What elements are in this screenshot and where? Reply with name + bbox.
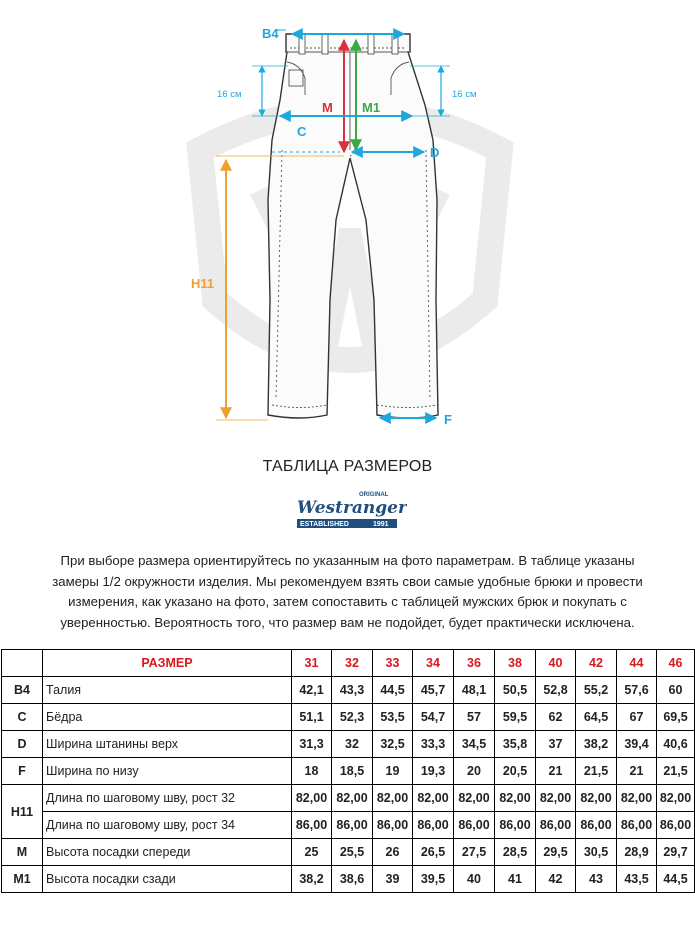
- row-code-cell: M: [2, 839, 43, 866]
- table-value-cell: 86,00: [332, 812, 373, 839]
- row-param-name: Ширина по низу: [43, 758, 292, 785]
- table-value-cell: 82,00: [536, 785, 576, 812]
- table-header-row: [2, 650, 695, 677]
- table-value-cell: 32: [332, 731, 373, 758]
- row-code-cell: M1: [2, 866, 43, 893]
- header-empty-cell: [2, 650, 43, 677]
- table-value-cell: 86,00: [413, 812, 454, 839]
- row-param-name: Ширина штанины верх: [43, 731, 292, 758]
- description: [20, 551, 675, 633]
- table-value-cell: 27,5: [454, 839, 495, 866]
- row-code-cell: B4: [2, 677, 43, 704]
- table-value-cell: 86,00: [536, 812, 576, 839]
- table-row: [2, 731, 695, 758]
- row-param-name: Высота посадки спереди: [43, 839, 292, 866]
- table-row: [2, 785, 695, 812]
- table-value-cell: 82,00: [495, 785, 536, 812]
- table-value-cell: 69,5: [657, 704, 695, 731]
- table-value-cell: 37: [536, 731, 576, 758]
- m1-label: M1: [362, 100, 381, 115]
- table-value-cell: 64,5: [576, 704, 617, 731]
- description-line: уверенностью. Вероятность того, что размер вам не подойдет, будет практически исключена.: [60, 614, 635, 630]
- table-row: [2, 866, 695, 893]
- logo-established: ESTABLISHED: [300, 521, 349, 529]
- table-value-cell: 86,00: [495, 812, 536, 839]
- table-value-cell: 25,5: [332, 839, 373, 866]
- table-value-cell: 38,2: [576, 731, 617, 758]
- pants-diagram: [0, 0, 695, 450]
- table-value-cell: 19,3: [413, 758, 454, 785]
- table-value-cell: 19: [373, 758, 413, 785]
- table-value-cell: 20: [454, 758, 495, 785]
- table-value-cell: 44,5: [373, 677, 413, 704]
- table-value-cell: 25: [292, 839, 332, 866]
- table-value-cell: 18,5: [332, 758, 373, 785]
- table-row: [2, 704, 695, 731]
- table-value-cell: 34,5: [454, 731, 495, 758]
- table-value-cell: 33,3: [413, 731, 454, 758]
- row-code-cell: H11: [2, 785, 43, 839]
- table-value-cell: 20,5: [495, 758, 536, 785]
- table-row: [2, 839, 695, 866]
- header-size-cell: 38: [495, 650, 536, 677]
- header-size-label: РАЗМЕР: [43, 650, 292, 677]
- table-value-cell: 39,5: [413, 866, 454, 893]
- row-code-cell: D: [2, 731, 43, 758]
- table-value-cell: 62: [536, 704, 576, 731]
- table-value-cell: 42,1: [292, 677, 332, 704]
- table-value-cell: 40: [454, 866, 495, 893]
- description-line: измерения, как указано на фото, затем сопоставить с таблицей мужских брюк и покупать с: [68, 594, 627, 609]
- header-size-cell: 42: [576, 650, 617, 677]
- table-value-cell: 82,00: [576, 785, 617, 812]
- description-line: замеры 1/2 окружности изделия. Мы рекомендуем взять свои самые удобные брюки и провести: [52, 573, 643, 589]
- table-row: [2, 758, 695, 785]
- table-value-cell: 43,3: [332, 677, 373, 704]
- table-value-cell: 43,5: [617, 866, 657, 893]
- size-table: [1, 649, 695, 893]
- row-code-cell: C: [2, 704, 43, 731]
- c-label: C: [297, 124, 307, 139]
- table-value-cell: 29,7: [657, 839, 695, 866]
- table-value-cell: 59,5: [495, 704, 536, 731]
- table-value-cell: 86,00: [373, 812, 413, 839]
- table-value-cell: 55,2: [576, 677, 617, 704]
- table-value-cell: 82,00: [657, 785, 695, 812]
- logo-original: ORIGINAL: [359, 492, 389, 498]
- table-value-cell: 26: [373, 839, 413, 866]
- table-value-cell: 42: [536, 866, 576, 893]
- header-size-cell: 40: [536, 650, 576, 677]
- table-value-cell: 54,7: [413, 704, 454, 731]
- table-value-cell: 86,00: [454, 812, 495, 839]
- d-label: D: [430, 145, 440, 160]
- table-row: [2, 812, 695, 839]
- table-value-cell: 26,5: [413, 839, 454, 866]
- table-value-cell: 52,8: [536, 677, 576, 704]
- row-code-cell: F: [2, 758, 43, 785]
- header-size-cell: 34: [413, 650, 454, 677]
- table-value-cell: 86,00: [657, 812, 695, 839]
- description-line: При выборе размера ориентируйтесь по указанным на фото параметрам. В таблице указаны: [60, 553, 635, 568]
- header-size-cell: 31: [292, 650, 332, 677]
- table-value-cell: 30,5: [576, 839, 617, 866]
- header-size-cell: 46: [657, 650, 695, 677]
- table-value-cell: 21: [536, 758, 576, 785]
- row-param-name: Талия: [43, 677, 292, 704]
- m-label: M: [322, 100, 333, 115]
- table-value-cell: 18: [292, 758, 332, 785]
- table-value-cell: 28,5: [495, 839, 536, 866]
- table-value-cell: 82,00: [617, 785, 657, 812]
- table-value-cell: 35,8: [495, 731, 536, 758]
- table-value-cell: 86,00: [292, 812, 332, 839]
- table-value-cell: 86,00: [576, 812, 617, 839]
- table-value-cell: 57,6: [617, 677, 657, 704]
- header-size-cell: 33: [373, 650, 413, 677]
- row-param-name: Длина по шаговому шву, рост 32: [43, 785, 292, 812]
- table-value-cell: 53,5: [373, 704, 413, 731]
- table-row: [2, 677, 695, 704]
- logo-brand: Westranger: [297, 498, 407, 518]
- table-value-cell: 50,5: [495, 677, 536, 704]
- table-value-cell: 31,3: [292, 731, 332, 758]
- table-value-cell: 38,2: [292, 866, 332, 893]
- 16cm-left-label: 16 см: [217, 89, 242, 100]
- table-value-cell: 28,9: [617, 839, 657, 866]
- table-value-cell: 32,5: [373, 731, 413, 758]
- table-value-cell: 60: [657, 677, 695, 704]
- header-size-cell: 44: [617, 650, 657, 677]
- table-value-cell: 82,00: [413, 785, 454, 812]
- logo-year: 1991: [373, 521, 389, 529]
- table-value-cell: 82,00: [332, 785, 373, 812]
- table-value-cell: 39: [373, 866, 413, 893]
- table-value-cell: 38,6: [332, 866, 373, 893]
- table-value-cell: 21,5: [576, 758, 617, 785]
- page-title: ТАБЛИЦА РАЗМЕРОВ: [262, 458, 433, 475]
- row-param-name: Длина по шаговому шву, рост 34: [43, 812, 292, 839]
- row-param-name: Высота посадки сзади: [43, 866, 292, 893]
- table-value-cell: 82,00: [292, 785, 332, 812]
- table-value-cell: 67: [617, 704, 657, 731]
- header-size-cell: 32: [332, 650, 373, 677]
- table-value-cell: 86,00: [617, 812, 657, 839]
- table-value-cell: 57: [454, 704, 495, 731]
- brand-logo: [287, 488, 407, 532]
- header-size-cell: 36: [454, 650, 495, 677]
- table-value-cell: 21: [617, 758, 657, 785]
- table-value-cell: 82,00: [373, 785, 413, 812]
- table-value-cell: 82,00: [454, 785, 495, 812]
- table-value-cell: 45,7: [413, 677, 454, 704]
- h11-label: H11: [191, 276, 215, 291]
- table-value-cell: 40,6: [657, 731, 695, 758]
- table-value-cell: 44,5: [657, 866, 695, 893]
- f-label: F: [444, 412, 452, 427]
- table-value-cell: 48,1: [454, 677, 495, 704]
- table-value-cell: 52,3: [332, 704, 373, 731]
- table-value-cell: 21,5: [657, 758, 695, 785]
- table-value-cell: 41: [495, 866, 536, 893]
- b4-label: B4: [262, 26, 279, 41]
- table-value-cell: 43: [576, 866, 617, 893]
- table-value-cell: 39,4: [617, 731, 657, 758]
- table-value-cell: 51,1: [292, 704, 332, 731]
- 16cm-right-label: 16 см: [452, 89, 477, 100]
- table-value-cell: 29,5: [536, 839, 576, 866]
- row-param-name: Бёдра: [43, 704, 292, 731]
